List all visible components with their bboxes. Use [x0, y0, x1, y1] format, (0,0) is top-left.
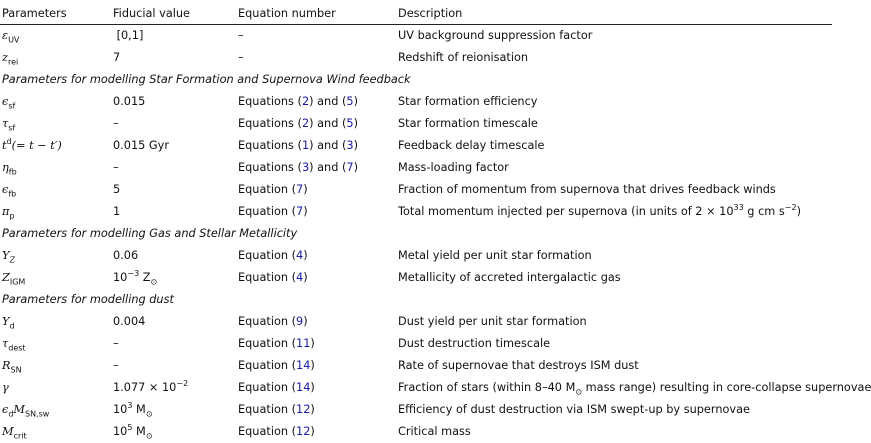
param-description: Dust yield per unit star formation	[398, 315, 587, 328]
table-row	[0, 377, 871, 399]
section-heading	[0, 289, 832, 311]
equation-link[interactable]: 4	[296, 249, 304, 262]
equation-link[interactable]: 7	[296, 205, 304, 218]
param-description: Redshift of reionisation	[398, 51, 529, 64]
param-value: 5	[113, 183, 121, 196]
param-value: –	[113, 117, 119, 130]
param-description: Rate of supernovae that destroys ISM dust	[398, 359, 639, 372]
table-row	[0, 399, 832, 421]
param-equation: Equation (4)	[238, 271, 308, 284]
param-value: $10^3$ $M_⊙$	[113, 401, 153, 419]
param-value: 0.015	[113, 95, 146, 108]
param-description: Mass-loading factor	[398, 161, 509, 174]
param-value: 1	[113, 205, 121, 218]
param-value: $10^5$ $M_⊙$	[113, 423, 153, 441]
table-row	[0, 421, 832, 443]
param-symbol: $\eta_{fb}$	[2, 161, 17, 177]
table-row	[0, 333, 832, 355]
param-description: Metal yield per unit star formation	[398, 249, 592, 262]
param-value: 0.06	[113, 249, 139, 262]
table-row	[0, 311, 832, 333]
equation-link[interactable]: 14	[296, 359, 311, 372]
param-equation: Equation (7)	[238, 205, 308, 218]
param-equation: Equation (12)	[238, 425, 315, 438]
param-equation: Equation (14)	[238, 381, 315, 394]
param-description: Total momentum injected per supernova (in units of $2 \times 10^{33}$ g cm $s^{-2}$)	[398, 203, 801, 218]
param-description: Dust destruction timescale	[398, 337, 551, 350]
table-row	[0, 25, 832, 47]
equation-link[interactable]: 14	[296, 381, 311, 394]
header-fiducial-value: Fiducial value	[113, 7, 191, 20]
param-value: $1.077 \times 10^{-2}$	[113, 379, 189, 394]
param-symbol: $Y_d$	[2, 315, 15, 331]
param-value: –	[113, 161, 119, 174]
section-star-formation: Parameters for modelling Star Formation and Supernova Wind feedback	[2, 73, 411, 86]
equation-link[interactable]: 1	[301, 139, 310, 152]
param-symbol: $R_{SN}$	[2, 359, 22, 375]
param-value: $10^{-3}$ $Z_⊙$	[113, 269, 158, 287]
equation-link[interactable]: 11	[296, 337, 311, 350]
equation-link[interactable]: 12	[296, 403, 311, 416]
param-symbol: $t^d(= t - t')$	[2, 137, 62, 152]
table-row	[0, 267, 832, 289]
param-description: Fraction of stars (within 8–40 $M_⊙$ mass range) resulting in core-collapse supernovae	[398, 381, 871, 397]
section-dust: Parameters for modelling dust	[2, 293, 174, 306]
equation-link[interactable]: 7	[296, 183, 304, 196]
table-row	[0, 355, 832, 377]
param-value: 0.015 Gyr	[113, 139, 170, 152]
param-equation: Equation (7)	[238, 183, 308, 196]
param-symbol: $\epsilon_{fb}$	[2, 183, 17, 199]
equation-link[interactable]: 3	[301, 161, 310, 174]
equation-link[interactable]: 7	[346, 161, 354, 174]
param-symbol: $\pi_p$	[2, 205, 15, 221]
param-equation: Equation (9)	[238, 315, 308, 328]
param-symbol: $\tau_{sf}$	[2, 117, 16, 133]
section-heading	[0, 69, 832, 91]
param-value: [0,1]	[113, 29, 144, 42]
table-row	[0, 47, 832, 69]
table-row	[0, 179, 832, 201]
param-description: UV background suppression factor	[398, 29, 593, 42]
param-symbol: $Z_{IGM}$	[2, 271, 26, 287]
section-metallicity: Parameters for modelling Gas and Stellar Metallicity	[2, 227, 298, 240]
equation-link[interactable]: 3	[346, 139, 354, 152]
param-description: Star formation timescale	[398, 117, 538, 130]
param-description: Efficiency of dust destruction via ISM swept-up by supernovae	[398, 403, 750, 416]
section-heading	[0, 223, 832, 245]
param-description: Metallicity of accreted intergalactic gas	[398, 271, 621, 284]
param-equation: Equations (3) and (7)	[238, 161, 359, 174]
param-description: Feedback delay timescale	[398, 139, 545, 152]
param-equation: Equations (2) and (5)	[238, 95, 359, 108]
param-value: –	[113, 337, 119, 350]
param-symbol: $M_{crit}$	[2, 425, 27, 441]
param-equation: –	[238, 51, 244, 64]
param-equation: Equation (14)	[238, 359, 315, 372]
table-row	[0, 157, 832, 179]
equation-link[interactable]: 2	[301, 117, 310, 130]
param-symbol: $\epsilon_dM_{SN,sw}$	[2, 403, 50, 419]
equation-link[interactable]: 5	[346, 95, 354, 108]
param-value: 7	[113, 51, 121, 64]
param-equation: Equations (2) and (5)	[238, 117, 359, 130]
param-equation: Equation (11)	[238, 337, 315, 350]
param-value: 0.004	[113, 315, 146, 328]
header-description: Description	[398, 7, 463, 20]
param-description: Star formation efficiency	[398, 95, 538, 108]
equation-link[interactable]: 9	[296, 315, 304, 328]
param-symbol: $Y_Z$	[2, 249, 16, 265]
table-row	[0, 245, 832, 267]
param-description: Critical mass	[398, 425, 471, 438]
param-equation: Equation (4)	[238, 249, 308, 262]
table-row	[0, 201, 832, 223]
param-symbol: $\tau_{dest}$	[2, 337, 26, 353]
param-symbol: $\varepsilon_{UV}$	[2, 29, 20, 45]
equation-link[interactable]: 4	[296, 271, 304, 284]
table-row	[0, 91, 832, 113]
equation-link[interactable]: 2	[301, 95, 310, 108]
equation-link[interactable]: 12	[296, 425, 311, 438]
param-value: –	[113, 359, 119, 372]
param-equation: Equations (1) and (3)	[238, 139, 359, 152]
equation-link[interactable]: 5	[346, 117, 354, 130]
param-description: Fraction of momentum from supernova that drives feedback winds	[398, 183, 776, 196]
param-symbol: γ	[2, 381, 9, 394]
header-equation-number: Equation number	[238, 7, 336, 20]
param-equation: –	[238, 29, 244, 42]
table-row	[0, 113, 832, 135]
table-header	[0, 3, 832, 25]
table-row	[0, 135, 832, 157]
header-parameters: Parameters	[2, 7, 67, 20]
param-symbol: $\epsilon_{sf}$	[2, 95, 16, 111]
param-symbol: $z_{rei}$	[2, 51, 19, 67]
param-equation: Equation (12)	[238, 403, 315, 416]
